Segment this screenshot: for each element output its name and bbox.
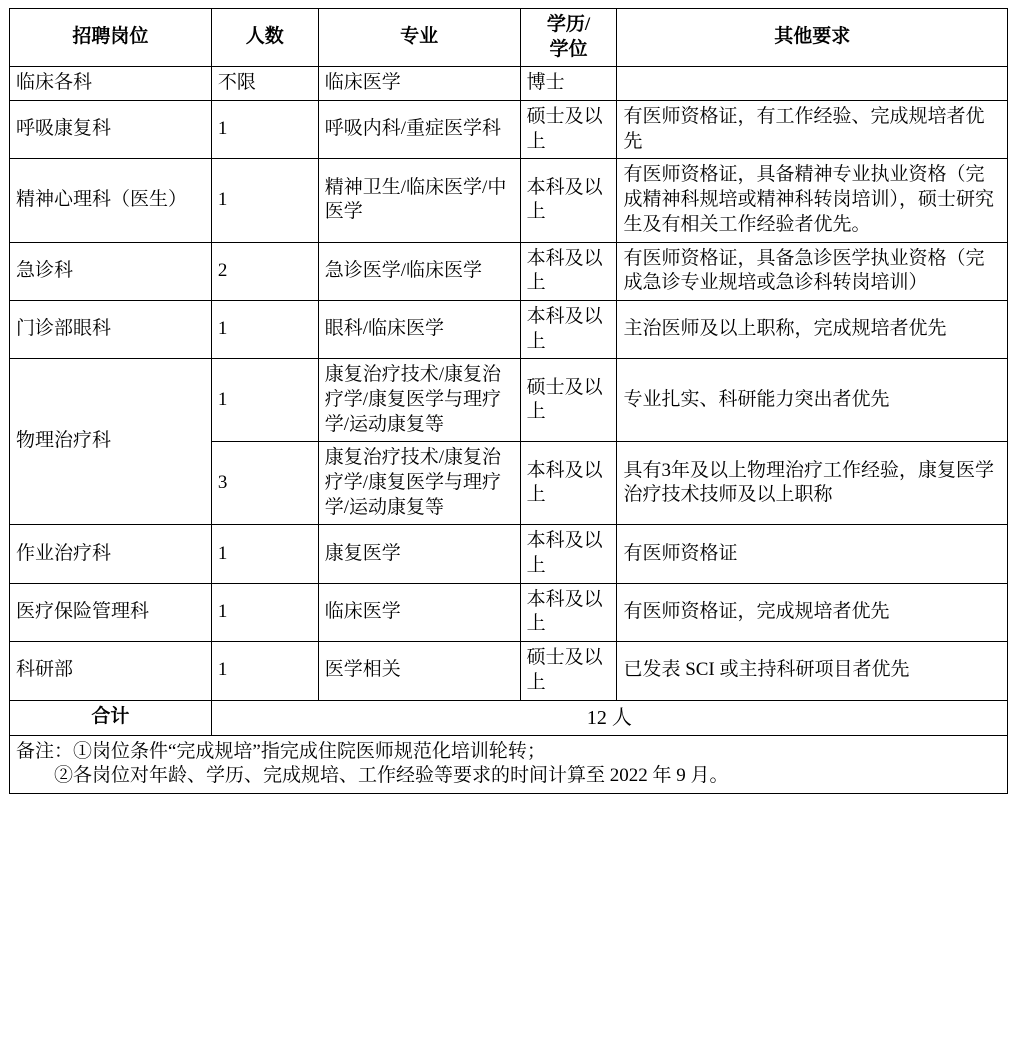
cell-other: 有医师资格证，具备精神专业执业资格（完成精神科规培或精神科转岗培训），硕士研究生及有相关工作经验者优先。 [617, 159, 1008, 242]
cell-other: 有医师资格证，完成规培者优先 [617, 583, 1008, 641]
cell-other: 有医师资格证，具备急诊医学执业资格（完成急诊专业规培或急诊科转岗培训） [617, 242, 1008, 300]
cell-count: 1 [211, 359, 318, 442]
total-label: 合计 [10, 700, 212, 735]
cell-major: 康复医学 [318, 525, 520, 583]
cell-major: 临床医学 [318, 67, 520, 101]
cell-major: 呼吸内科/重症医学科 [318, 101, 520, 159]
table-row [10, 583, 1008, 641]
cell-major: 眼科/临床医学 [318, 300, 520, 358]
cell-major: 急诊医学/临床医学 [318, 242, 520, 300]
table-header-row [10, 9, 1008, 67]
table-row [10, 642, 1008, 700]
cell-education: 本科及以上 [520, 583, 617, 641]
cell-position: 临床各科 [10, 67, 212, 101]
note-row [10, 735, 1008, 793]
cell-other: 主治医师及以上职称，完成规培者优先 [617, 300, 1008, 358]
note-cell [10, 735, 1008, 793]
note-line-2: ②各岗位对年龄、学历、完成规培、工作经验等要求的时间计算至 2022 年 9 月。 [54, 765, 729, 787]
cell-education: 硕士及以上 [520, 359, 617, 442]
total-row [10, 700, 1008, 735]
table-header [10, 9, 1008, 67]
table-row [10, 101, 1008, 159]
cell-major: 康复治疗技术/康复治疗学/康复医学与理疗学/运动康复等 [318, 442, 520, 525]
table-row [10, 242, 1008, 300]
cell-position: 门诊部眼科 [10, 300, 212, 358]
cell-position: 科研部 [10, 642, 212, 700]
cell-position: 医疗保险管理科 [10, 583, 212, 641]
header-education [520, 9, 617, 67]
cell-major: 康复治疗技术/康复治疗学/康复医学与理疗学/运动康复等 [318, 359, 520, 442]
total-value: 12 人 [211, 700, 1007, 735]
cell-other: 已发表 SCI 或主持科研项目者优先 [617, 642, 1008, 700]
cell-other: 具有3年及以上物理治疗工作经验，康复医学治疗技术技师及以上职称 [617, 442, 1008, 525]
note-line-1: 备注：①岗位条件“完成规培”指完成住院医师规范化培训轮转； [16, 740, 546, 762]
cell-major: 医学相关 [318, 642, 520, 700]
cell-count: 1 [211, 642, 318, 700]
cell-count: 2 [211, 242, 318, 300]
cell-education: 本科及以上 [520, 300, 617, 358]
table-row [10, 300, 1008, 358]
cell-other: 有医师资格证，有工作经验、完成规培者优先 [617, 101, 1008, 159]
cell-position: 急诊科 [10, 242, 212, 300]
cell-count: 1 [211, 159, 318, 242]
cell-education: 本科及以上 [520, 525, 617, 583]
table-row [10, 159, 1008, 242]
cell-other: 有医师资格证 [617, 525, 1008, 583]
cell-education: 硕士及以上 [520, 642, 617, 700]
header-position: 招聘岗位 [10, 9, 212, 67]
cell-education: 本科及以上 [520, 242, 617, 300]
header-major: 专业 [318, 9, 520, 67]
cell-major: 精神卫生/临床医学/中医学 [318, 159, 520, 242]
cell-other: 专业扎实、科研能力突出者优先 [617, 359, 1008, 442]
cell-count: 3 [211, 442, 318, 525]
cell-position: 物理治疗科 [10, 359, 212, 525]
table-body [10, 67, 1008, 794]
header-count: 人数 [211, 9, 318, 67]
cell-count: 1 [211, 101, 318, 159]
cell-position: 呼吸康复科 [10, 101, 212, 159]
cell-education: 博士 [520, 67, 617, 101]
cell-count: 1 [211, 583, 318, 641]
recruitment-table [9, 8, 1008, 794]
table-row [10, 525, 1008, 583]
cell-education: 硕士及以上 [520, 101, 617, 159]
header-education-line1: 学历/ [546, 14, 591, 35]
cell-other [617, 67, 1008, 101]
cell-position: 作业治疗科 [10, 525, 212, 583]
header-education-line2: 学位 [549, 38, 588, 60]
cell-position: 精神心理科（医生） [10, 159, 212, 242]
cell-count: 不限 [211, 67, 318, 101]
cell-education: 本科及以上 [520, 442, 617, 525]
cell-count: 1 [211, 300, 318, 358]
cell-education: 本科及以上 [520, 159, 617, 242]
header-other-requirements: 其他要求 [617, 9, 1008, 67]
cell-major: 临床医学 [318, 583, 520, 641]
cell-count: 1 [211, 525, 318, 583]
table-row [10, 67, 1008, 101]
table-row [10, 359, 1008, 442]
